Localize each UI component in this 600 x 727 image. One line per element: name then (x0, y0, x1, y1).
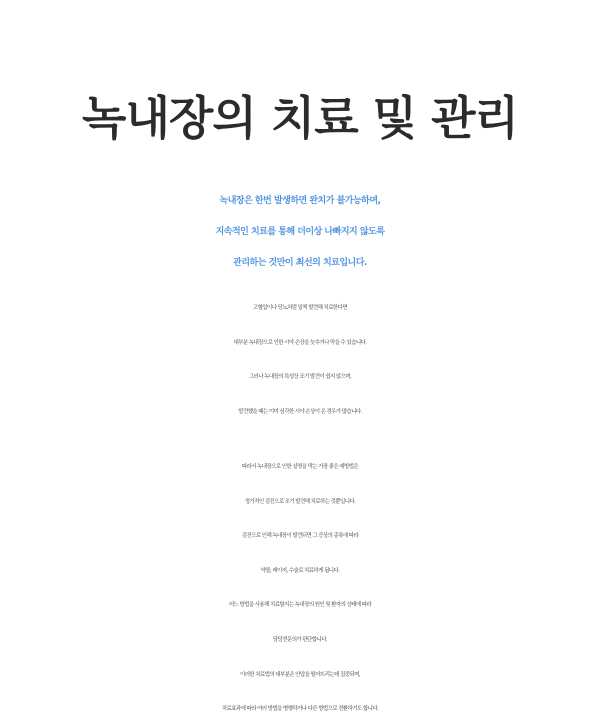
body-line: 따라서 녹내장으로 인한 실명을 막는 가장 좋은 예방법은 (241, 464, 359, 470)
page-title: 녹내장의 치료 및 관리 (82, 91, 518, 145)
body-line: 치료효과에 따라 여러 방법을 병행하거나 다른 방법으로 전환하기도 합니다. (221, 706, 379, 713)
body-line: 어느 방법을 사용해 치료할지는 녹내장의 원인 및 환자의 상태에 따라 (228, 602, 372, 609)
body-line: 그러나 녹내장의 특성상 조기 발견이 쉽지 않으며, (248, 374, 352, 381)
highlight-statement (0, 186, 600, 279)
body-line: 검진으로 인해 녹내장이 발견되면 그 증상의 종류에 따라 (241, 533, 359, 540)
body-line: 고혈압이나 당뇨처럼 일찍 발견해 치료한다면 (252, 305, 348, 311)
highlight-line: 녹내장은 한번 발생하면 완치가 불가능하며, (219, 196, 381, 206)
body-line: 발견했을 때는 이미 심각한 시야 손상이 온 경우가 많습니다. (238, 408, 362, 415)
paragraph-treatment-methods (0, 450, 600, 727)
body-line: 대부분 녹내장으로 인한 시야 손상을 늦추거나 막을 수 있습니다. (233, 339, 367, 346)
highlight-line: 관리하는 것만이 최선의 치료입니다. (233, 258, 367, 268)
body-line: 이러한 치료법의 대부분은 안압을 떨어뜨리는데 집중되며, (239, 671, 360, 678)
body-line: 정기적인 검진으로 조기 발견해 치료하는 것뿐입니다. (244, 498, 356, 505)
paragraph-early-detection (0, 291, 600, 429)
body-line: 약물, 레이저, 수술로 치료하게 됩니다. (260, 567, 340, 574)
body-line: 담당전문의가 판단합니다. (272, 636, 328, 643)
highlight-line: 지속적인 치료를 통해 더이상 나빠지지 않도록 (215, 227, 385, 237)
